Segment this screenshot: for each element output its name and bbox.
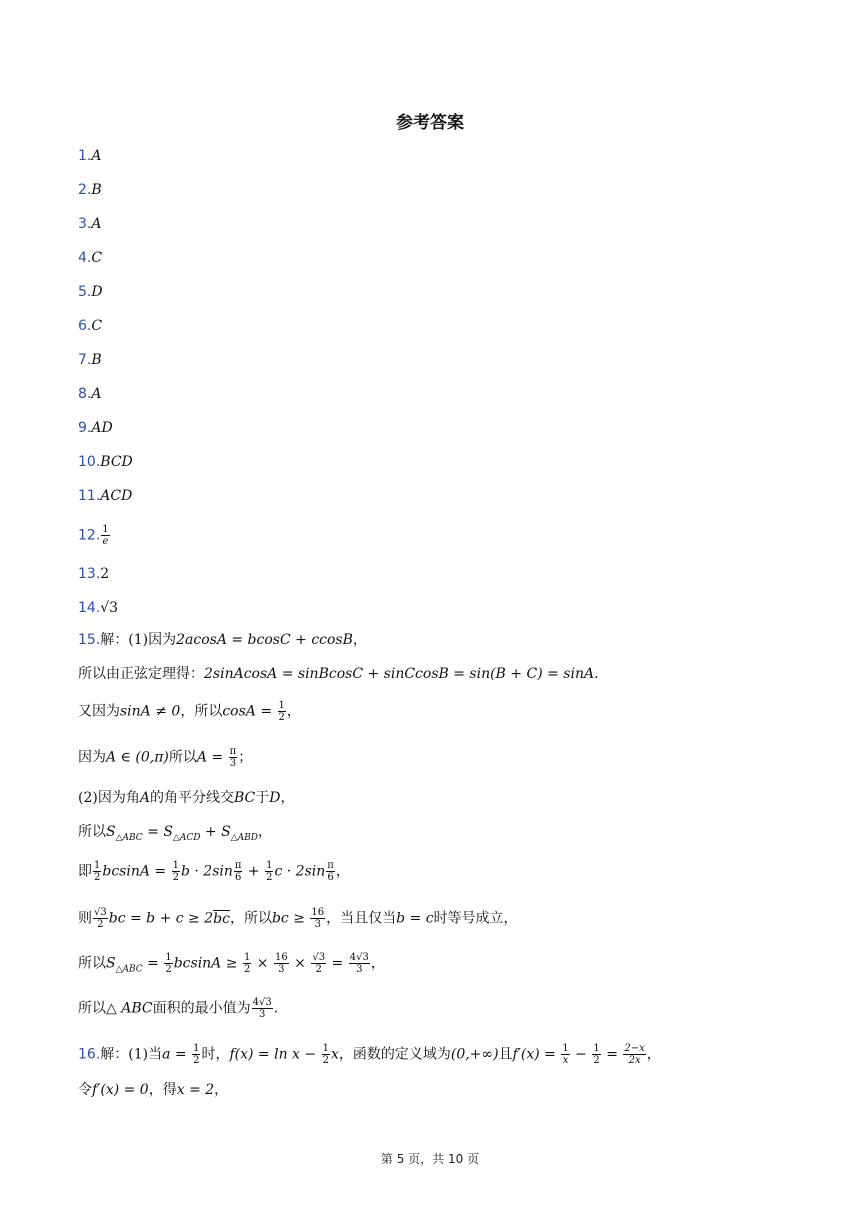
- answer-number: 7.: [78, 352, 92, 368]
- answer-number: 2.: [78, 182, 92, 198]
- q16-line-2: 令f′(x) = 0，得x = 2，: [78, 1082, 229, 1098]
- answer-number: 9.: [78, 420, 92, 436]
- answer-item: [78, 248, 102, 268]
- fraction: $\frac{2-x}{2x}$: [624, 1043, 645, 1066]
- answer-item: [78, 524, 111, 547]
- fraction: $\frac{1}{2}$: [165, 952, 172, 975]
- q15-line-5: (2)因为角A的角平分线交BC于D，: [78, 790, 295, 806]
- q15-line-8: 则 $\frac{√3}{2}$ bc = b + c ≥ 2bc，所以bc ≥ $\frac{16}{3}$ ，当且仅当b = c时等号成立，: [78, 907, 518, 930]
- answer-number: 11.: [78, 488, 101, 504]
- answer-number: 3.: [78, 216, 92, 232]
- fraction: $\frac{4√3}{3}$: [349, 952, 369, 975]
- answer-number: 8.: [78, 386, 92, 402]
- answer-number: 10.: [78, 454, 101, 470]
- answer-item: [78, 146, 101, 166]
- answer-number: 5.: [78, 284, 92, 300]
- q15-line-6: 所以$S_{\triangle ABC} = S_{\triangle ACD} + S_{\triangle ABD}$，: [78, 824, 272, 843]
- answer-item: [78, 316, 102, 336]
- fraction: $\frac{1}{2}$: [243, 952, 251, 975]
- q16-line-1: 16.解：(1)当a = $\frac{1}{2}$ 时，f(x) = ln x − $\frac{1}{2}$ x，函数的定义域为(0,+∞)且f′(x) = $\frac{1}{x}$ − $\frac{1}{2}$ = $\frac{2-x}{2x}$ ，: [78, 1043, 661, 1066]
- fraction: $\frac{1}{2}$: [172, 860, 179, 883]
- fraction: $\frac{1}{2}$: [266, 860, 273, 883]
- answer-number: 4.: [78, 250, 92, 266]
- fraction: $\frac{4√3}{3}$: [252, 997, 272, 1020]
- fraction: $\frac{\pi}{6}$: [234, 860, 242, 883]
- answer-fraction: $\frac{1}{e}$: [102, 524, 109, 547]
- fraction: $\frac{16}{3}$: [274, 952, 288, 975]
- fraction: $\frac{1}{2}$: [593, 1043, 600, 1066]
- answer-item: [78, 452, 133, 472]
- answer-number: 14.: [78, 600, 101, 616]
- answer-number: 12.: [78, 527, 101, 544]
- answer-value: A: [91, 386, 102, 402]
- fraction: $\frac{1}{2}$: [94, 860, 101, 883]
- answer-value: B: [91, 182, 102, 198]
- answer-value: C: [91, 318, 103, 334]
- page-title: 参考答案: [396, 113, 464, 133]
- answer-item: [78, 598, 118, 618]
- answer-value: AD: [91, 420, 113, 436]
- answer-number: 6.: [78, 318, 92, 334]
- answer-item: [78, 418, 113, 438]
- fraction: $\frac{1}{2}$: [322, 1043, 329, 1066]
- answer-item: [78, 384, 101, 404]
- q15-line-10: 所以△ ABC面积的最小值为 $\frac{4√3}{3}$ .: [78, 997, 279, 1020]
- fraction: $\frac{√3}{2}$: [312, 952, 326, 975]
- answer-item: [78, 486, 132, 506]
- q15-line-3: 又因为sinA ≠ 0，所以cosA = $\frac{1}{2}$ ，: [78, 700, 301, 723]
- q15-line-1: 15.解：(1)因为2acosA = bcosC + ccosB，: [78, 632, 367, 648]
- answer-value: 2: [100, 566, 110, 582]
- answer-item: [78, 180, 102, 200]
- q15-line-2: 所以由正弦定理得：2sinAcosA = sinBcosC + sinCcosB = sin(B + C) = sinA.: [78, 666, 599, 682]
- fraction: $\frac{16}{3}$: [311, 907, 325, 930]
- answer-item: [78, 564, 109, 584]
- answer-value: C: [91, 250, 103, 266]
- answer-value: B: [91, 352, 102, 368]
- q16-number: 16.: [78, 1046, 101, 1063]
- fraction: $\frac{1}{2}$: [278, 700, 285, 723]
- answer-value: A: [91, 148, 102, 164]
- q15-line-9: 所以$S_{\triangle ABC}$ = $\frac{1}{2}$ bcsinA ≥ $\frac{1}{2}$ × $\frac{16}{3}$ × $\frac{√3}{2}$ = $\frac{4√3}{3}$ ，: [78, 952, 385, 975]
- answer-value: BCD: [100, 454, 133, 470]
- q15-line-4: 因为A ∈ (0,π)所以A = $\frac{\pi}{3}$ ；: [78, 746, 253, 769]
- answer-value: √3: [100, 600, 119, 616]
- answer-item: [78, 282, 103, 302]
- q15-number: 15.: [78, 632, 101, 648]
- fraction: $\frac{1}{x}$: [562, 1043, 569, 1066]
- fraction: $\frac{1}{2}$: [193, 1043, 200, 1066]
- answer-number: 13.: [78, 566, 101, 582]
- fraction: $\frac{\pi}{6}$: [327, 860, 334, 883]
- q15-line-7: 即 $\frac{1}{2}$ bcsinA = $\frac{1}{2}$ b · 2sin $\frac{\pi}{6}$ + $\frac{1}{2}$ c · 2sin $\frac{\pi}{6}$ ，: [78, 860, 350, 883]
- answer-value: ACD: [100, 488, 133, 504]
- answer-value: A: [91, 216, 102, 232]
- page-footer: 第 5 页，共 10 页: [380, 1152, 480, 1166]
- answer-number: 1.: [78, 148, 92, 164]
- answer-item: [78, 350, 102, 370]
- fraction: $\frac{\pi}{3}$: [229, 746, 237, 769]
- answer-value: D: [91, 284, 103, 300]
- answer-item: [78, 214, 101, 234]
- fraction: $\frac{√3}{2}$: [94, 907, 107, 930]
